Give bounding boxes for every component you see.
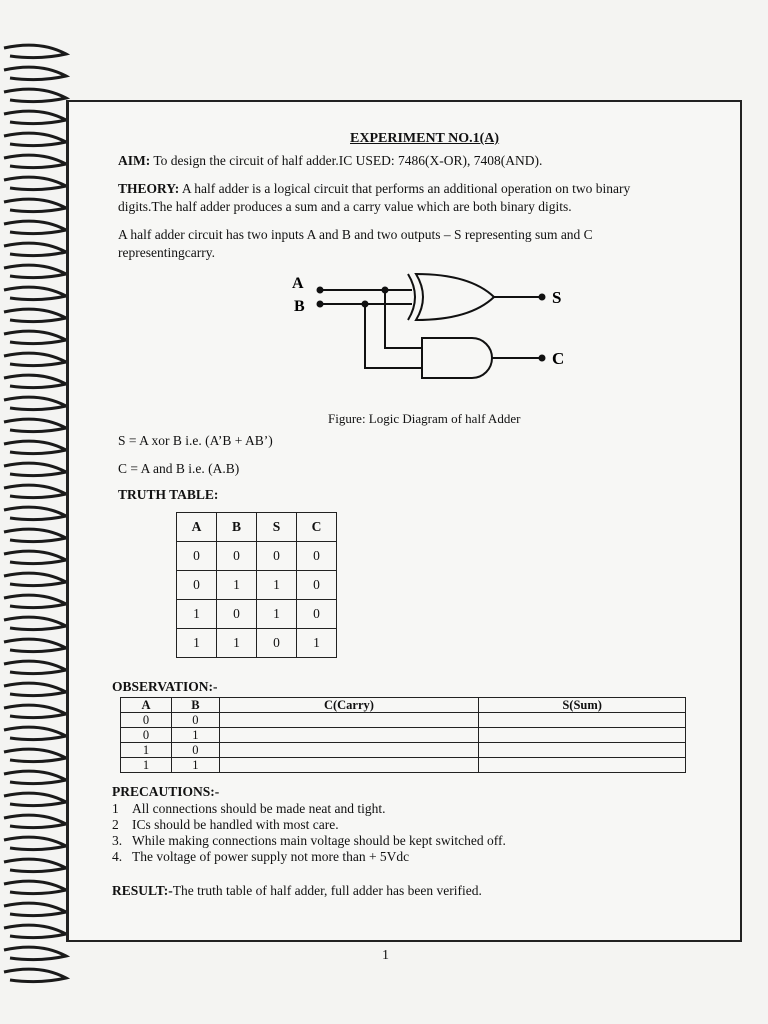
spiral-coil [4,947,66,960]
spiral-coil [4,639,66,652]
page-number: 1 [382,948,389,963]
truth-cell: 0 [297,571,337,600]
xor-gate-back-arc [408,274,415,320]
truth-cell: 0 [297,542,337,571]
description-paragraph: A half adder circuit has two inputs A and B and two outputs – S representing sum and C representingcarry. [118,227,593,260]
spiral-coil [4,551,66,564]
table-row [177,600,337,629]
spiral-coil [4,353,66,366]
observation-header-row [121,698,686,713]
table-row [121,728,686,743]
spiral-coil [4,265,66,278]
spiral-coil [4,573,66,586]
spiral-coil [4,155,66,168]
spiral-coil [4,309,66,322]
spiral-coil [4,111,66,124]
spiral-coil [4,485,66,498]
spiral-coil [4,529,66,542]
spiral-coil [4,859,66,872]
precautions-list [112,801,506,865]
truth-cell: 1 [257,600,297,629]
obs-cell: 0 [121,713,172,728]
obs-cell [479,758,686,773]
diagram-input-b-label: B [294,298,305,315]
spiral-coil [4,89,66,102]
obs-header-b: B [172,698,220,713]
spiral-coil [4,397,66,410]
and-gate [422,338,492,378]
list-item [112,801,506,817]
obs-cell: 1 [172,728,220,743]
precaution-number: 2 [112,817,119,832]
obs-cell [479,713,686,728]
precautions-heading: PRECAUTIONS:- [112,784,220,799]
truth-table-header-row [177,513,337,542]
truth-header-a: A [177,513,217,542]
spiral-coil [4,221,66,234]
spiral-coil [4,375,66,388]
obs-cell [219,743,479,758]
observation-table [120,697,686,773]
half-adder-logic-diagram [280,262,580,392]
spiral-coil [4,133,66,146]
obs-header-carry: C(Carry) [219,698,479,713]
diagram-output-s-label: S [552,288,562,307]
truth-header-c: C [297,513,337,542]
list-item [112,817,506,833]
spiral-coil [4,771,66,784]
figure-caption: Figure: Logic Diagram of half Adder [328,411,521,426]
table-row [121,758,686,773]
spiral-coil [4,903,66,916]
spiral-coil [4,67,66,80]
spiral-coil [4,661,66,674]
table-row [177,542,337,571]
precaution-text: While making connections main voltage should be kept switched off. [132,833,506,848]
xor-gate [416,274,494,320]
spiral-coil [4,287,66,300]
truth-table [176,512,337,658]
obs-cell [479,728,686,743]
obs-cell [219,728,479,743]
carry-equation: C = A and B i.e. (A.B) [118,461,240,476]
list-item [112,849,506,865]
precaution-number: 4. [112,849,123,864]
spiral-coil [4,793,66,806]
theory-label: THEORY: [118,181,180,196]
truth-cell: 0 [257,629,297,658]
truth-cell: 0 [177,542,217,571]
truth-cell: 1 [217,629,257,658]
table-row [121,743,686,758]
obs-cell [219,758,479,773]
truth-cell: 1 [177,629,217,658]
table-row [121,713,686,728]
spiral-coil [4,683,66,696]
spiral-coil [4,463,66,476]
precaution-text: The voltage of power supply not more than + 5Vdc [132,849,410,864]
truth-cell: 0 [257,542,297,571]
precaution-text: All connections should be made neat and tight. [132,801,386,816]
spiral-coil [4,419,66,432]
theory-text: A half adder is a logical circuit that performs an additional operation on two binary digits.The half adder produces a sum and a carry value which are both binary digits. [118,181,631,214]
truth-cell: 1 [217,571,257,600]
truth-table-heading: TRUTH TABLE: [118,487,219,502]
spiral-coil [4,331,66,344]
spiral-coil [4,595,66,608]
spiral-coil [4,199,66,212]
precaution-number: 1 [112,801,119,816]
sum-equation: S = A xor B i.e. (A’B + AB’) [118,433,273,448]
output-c-terminal [540,356,545,361]
output-s-terminal [540,295,545,300]
spiral-coil [4,749,66,762]
spiral-binding [0,40,70,1000]
list-item [112,833,506,849]
obs-cell: 0 [121,728,172,743]
theory-paragraph [118,180,678,216]
obs-cell: 1 [121,758,172,773]
aim-label: AIM: [118,153,151,168]
obs-cell: 0 [172,743,220,758]
result-label: RESULT:- [112,883,173,898]
precaution-number: 3. [112,833,123,848]
aim-paragraph [118,152,678,170]
obs-cell: 0 [172,713,220,728]
experiment-title: EXPERIMENT NO.1(A) [350,131,500,146]
spiral-coil [4,969,66,982]
diagram-output-c-label: C [552,349,565,368]
truth-cell: 1 [177,600,217,629]
table-row [177,629,337,658]
table-row [177,571,337,600]
diagram-input-a-label: A [292,275,304,292]
truth-cell: 0 [217,542,257,571]
spiral-coil [4,837,66,850]
obs-cell: 1 [172,758,220,773]
aim-text: To design the circuit of half adder.IC USED: 7486(X-OR), 7408(AND). [150,153,543,168]
spiral-coil [4,925,66,938]
spiral-coil [4,815,66,828]
truth-cell: 0 [177,571,217,600]
truth-cell: 0 [217,600,257,629]
obs-header-a: A [121,698,172,713]
input-b-terminal [318,302,323,307]
spiral-coil [4,441,66,454]
obs-header-sum: S(Sum) [479,698,686,713]
truth-header-s: S [257,513,297,542]
spiral-coil [4,881,66,894]
spiral-coil [4,617,66,630]
spiral-coil [4,727,66,740]
spiral-coil [4,243,66,256]
observation-heading: OBSERVATION:- [112,679,218,694]
result-text: The truth table of half adder, full adder has been verified. [172,883,482,898]
wire-b-to-and [365,304,422,368]
obs-cell: 1 [121,743,172,758]
truth-cell: 1 [257,571,297,600]
obs-cell [219,713,479,728]
spiral-coil [4,507,66,520]
input-a-terminal [318,288,323,293]
obs-cell [479,743,686,758]
spiral-coil [4,177,66,190]
spiral-coil [4,45,66,58]
spiral-coil [4,705,66,718]
truth-cell: 0 [297,600,337,629]
result-paragraph [112,882,482,900]
truth-header-b: B [217,513,257,542]
precaution-text: ICs should be handled with most care. [132,817,339,832]
truth-cell: 1 [297,629,337,658]
